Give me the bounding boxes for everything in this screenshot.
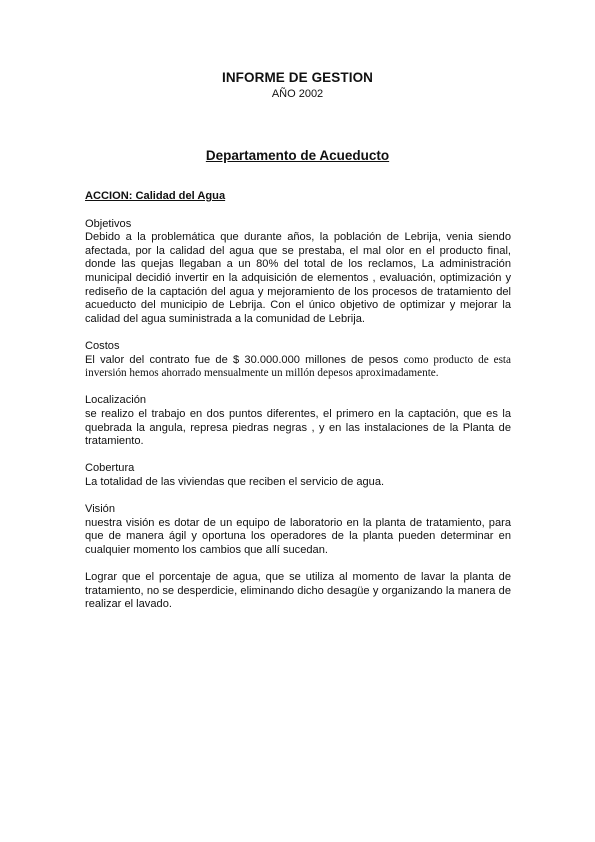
section-heading-cobertura: Cobertura	[85, 462, 135, 475]
section-heading-objetivos: Objetivos	[85, 217, 132, 230]
section-body-vision: nuestra visión es dotar de un equipo de laboratorio en la planta de tratamiento, para que de manera ágil y oportuna los operadores de la planta pueden determinar en cualquier momento los cambios que allí sucedan.	[85, 516, 511, 556]
department-heading: Departamento de Acueducto	[205, 148, 390, 163]
section-heading-costos: Costos	[85, 339, 120, 352]
section-body-cobertura: La totalidad de las viviendas que reciben el servicio de agua.	[85, 475, 385, 488]
costos-text-sans: El valor del contrato fue de $ 30.000.000 millones de pesos	[85, 353, 404, 366]
section-body-localizacion: se realizo el trabajo en dos puntos diferentes, el primero en la captación, que es la quebrada la angula, represa piedras negras , y en las instalaciones de la Planta de tratamiento.	[85, 407, 511, 448]
section-body-objetivos: Debido a la problemática que durante años, la población de Lebrija, venia siendo afectada, por la calidad del agua que se prestaba, el mal olor en el producto final, donde las quejas llegaban a un 80% del total de los reclamos, La administración municipal decidió invertir en la adquisición de elementos , evaluación, optimización y rediseño de la captación del agua y mejoramiento de los procesos de tratamiento del acueducto del municipio de Lebrija. Con el único objetivo de optimizar y mejorar la calidad del agua suministrada a la comunidad de Lebrija.	[85, 231, 511, 325]
final-paragraph: Lograr que el porcentaje de agua, que se utiliza al momento de lavar la planta de tratamiento, no se desperdicie, eliminando dicho desagüe y organizando la manera de realizar el lavado.	[85, 571, 511, 611]
section-heading-localizacion: Localización	[85, 394, 147, 407]
section-costos	[85, 340, 511, 381]
section-objetivos	[85, 218, 511, 327]
section-localizacion	[85, 394, 511, 448]
report-year: AÑO 2002	[271, 88, 324, 100]
section-cobertura	[85, 462, 511, 489]
costos-text-serif: como producto de esta inversión hemos ahorrado mensualmente un millón depesos aproximadamente.	[85, 353, 512, 380]
section-vision	[85, 503, 511, 557]
action-title: ACCION: Calidad del Agua	[85, 190, 226, 202]
document-body	[85, 190, 511, 625]
section-final-paragraph	[85, 571, 511, 612]
report-title: INFORME DE GESTION	[221, 70, 374, 85]
section-heading-vision: Visión	[85, 503, 116, 516]
section-body-costos	[85, 354, 511, 381]
